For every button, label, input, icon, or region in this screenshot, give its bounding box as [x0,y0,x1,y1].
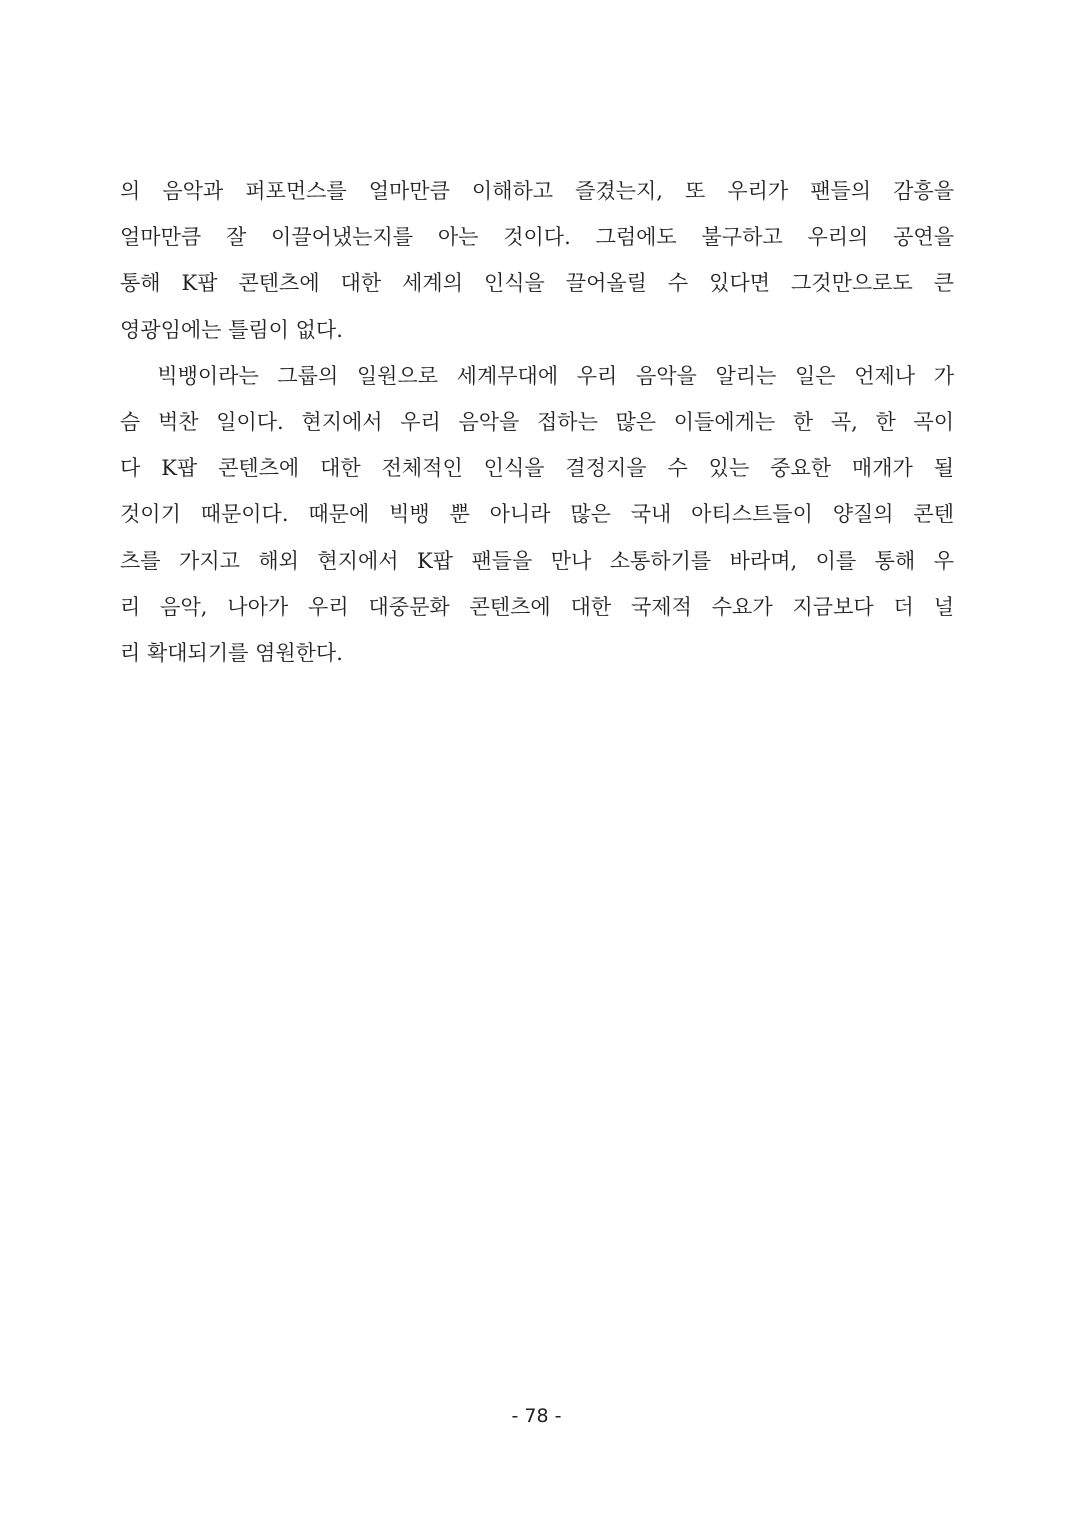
page-number: - 78 - [511,1405,562,1427]
text-line: 통해 K팝 콘텐츠에 대한 세계의 인식을 끌어올릴 수 있다면 그것만으로도 큰 [120,271,954,296]
text-line: 의 음악과 퍼포먼스를 얼마만큼 이해하고 즐겼는지, 또 우리가 팬들의 감흥을 [120,179,954,203]
text-line: 다 K팝 콘텐츠에 대한 전체적인 인식을 결정지을 수 있는 중요한 매개가 될 [120,456,954,481]
text-line: 빅뱅이라는 그룹의 일원으로 세계무대에 우리 음악을 알리는 일은 언제나 가 [120,363,954,388]
paragraph-2 [120,353,954,676]
text-line: 슴 벅찬 일이다. 현지에서 우리 음악을 접하는 많은 이들에게는 한 곡, 한 곡이 [120,409,954,434]
paragraph-1 [120,168,954,353]
text-line: 영광임에는 틀림이 없다. [120,317,343,342]
text-line: 것이기 때문이다. 때문에 빅뱅 뿐 아니라 많은 국내 아티스트들이 양질의 콘텐 [120,502,954,527]
text-line: 리 확대되기를 염원한다. [120,640,343,665]
text-line: 츠를 가지고 해외 현지에서 K팝 팬들을 만나 소통하기를 바라며, 이를 통해 우 [120,548,954,573]
body-text [120,168,954,676]
text-line: 얼마만큼 잘 이끌어냈는지를 아는 것이다. 그럼에도 불구하고 우리의 공연을 [120,225,954,250]
text-line: 리 음악, 나아가 우리 대중문화 콘텐츠에 대한 국제적 수요가 지금보다 더 널 [120,594,954,619]
